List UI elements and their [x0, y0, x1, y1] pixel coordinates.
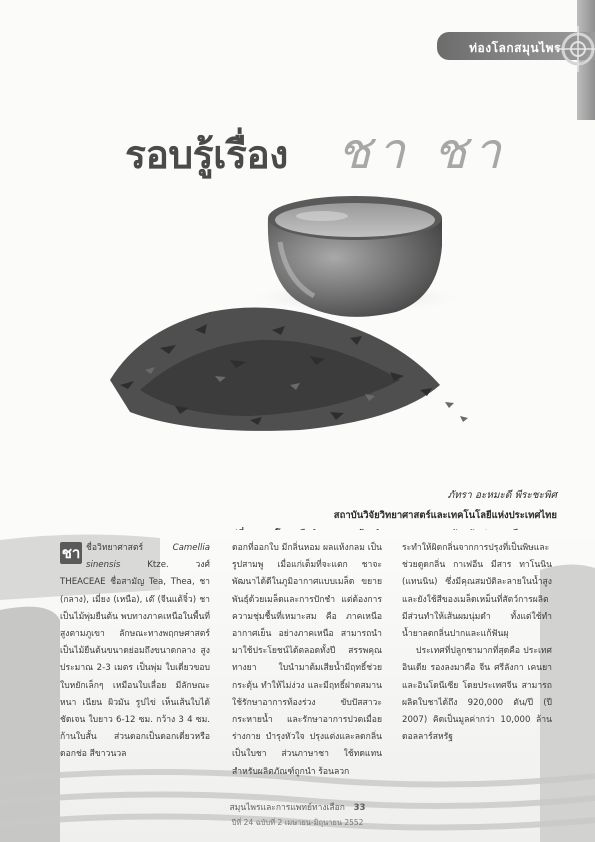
magazine-name: สมุนไพรและการแพทย์ทางเลือก: [229, 803, 345, 813]
article-column-3: [402, 540, 552, 746]
tea-cup-photo: [100, 180, 560, 480]
article-col3-para-2: ประเทศที่ปลูกชามากที่สุดคือ ประเทศอินเดีย รองลงมาคือ จีน ศรีลังกา เคนยา และอินโดนีเซีย โดยประเทศจีน สามารถผลิตใบชาได้ถึง 920,000 ตัน/ปี (ปี 2007) คิดเป็นมูลค่ากว่า 10,000 ล้านดอลลาร์สหรัฐ: [402, 646, 552, 743]
page-footer: [0, 800, 595, 829]
article-col1-text: Ktze. วงศ์ THEACEAE ชื่อสามัญ Tea, Thea, ชา (กลาง), เมี่ยง (เหนือ), เต๊ (จีนแต้จิ๋ว) ชาเป็นไม้พุ่มยืนต้น พบทางภาคเหนือในพื้นที่สูงตามภูเขา ลักษณะทางพฤกษศาสตร์ เป็นไม้ยืนต้นขนาดย่อมถึงขนาดกลาง สูงประมาณ 2-3 เมตร เป็นพุ่ม ใบเดี่ยวขอบใบหยักเล็กๆ เหมือนใบเลื่อย มีลักษณะหนา เนียน ผิวมัน รูปไข่ เห็นเส้นใบได้ชัดเจน ใบยาว 6-12 ซม. กว้าง 3 4 ซม. ก้านใบสั้น ส่วนดอกเป็นดอกเดี่ยวหรือดอกช่อ สีขาวนวล: [60, 560, 210, 760]
article-lead: ชื่อวิทยาศาสตร์: [86, 543, 144, 553]
page-number: 33: [353, 803, 366, 813]
crosshair-target-icon: [555, 26, 595, 72]
article-col3-para-1: ระทำให้ผิดกลิ่นจากการปรุงที่เป็นพิษและช่วยดูดกลิ่น กาเฟอีน มีสาร ทาโนนิน (แทนนิน) ซึ่งมีคุณสมบัติละลายในน้ำสูง และยังใช้สีของเมล็ดเหม็นที่สัตว์การผลิต มีส่วนทำให้เส้นผมนุ่มดำ ทั้งแต่ใช้ทำน้ำยาลดกลิ่นปากและแก้ฟันผุ: [402, 543, 552, 640]
footer-magazine-line: [0, 800, 595, 814]
article-col2-text: ดอกที่ออกใบ มีกลิ่นหอม ผลแห้งกลม เป็นรูปสามพู เมื่อแก่เต็มที่จะแตก ชาจะพัฒนาได้ดีในภูมิอากาศแบบเมล็ด ขยายพันธุ์ด้วยเมล็ดและการปักชำ แต่ต้องการความชุ่มชื้นที่เหมาะสม คือ ภาคเหนือ อากาศเย็น อย่างภาคเหนือ สามารถนำมาใช้ประโยชน์ได้ตลอดทั้งปี สรรพคุณทางยา ใบนำมาต้มเสียน้ำมีฤทธิ์ช่วยกระตุ้น ทำให้ไม่ง่วง และมีฤทธิ์ฝาดสมานใช้รักษาอาการท้องร่วง ขับปัสสาวะ กระหายน้ำ และรักษาอาการปวดเมื่อย ร่างกาย บำรุงหัวใจ ปรุงแต่งและลดกลิ่นเป็นใบชา ส่วนภาษาชา ใช้ทดแทนสำหรับผลิตภัณฑ์ถูกนำ ร้อนลวก: [232, 543, 382, 777]
author-name: ภัทรา อะหมะดี พีระชะพิศ: [447, 490, 557, 501]
author-institution: สถาบันวิจัยวิทยาศาสตร์และเทคโนโลยีแห่งประเทศไทย: [333, 510, 557, 521]
dropcap: ชา: [61, 544, 81, 562]
headline-accent: ชา ชา: [337, 122, 507, 180]
section-label: ท่องโลกสมุนไพร: [469, 41, 561, 55]
article-column-1: [60, 540, 210, 764]
headline-main: รอบรู้เรื่อง: [125, 133, 288, 178]
article-column-2: [232, 540, 382, 781]
article-latin-name: Camellia sinensis: [86, 543, 210, 571]
headline: [125, 118, 545, 188]
issue-info: ปีที่ 24 ฉบับที่ 2 เมษายน-มิถุนายน 2552: [231, 818, 364, 827]
